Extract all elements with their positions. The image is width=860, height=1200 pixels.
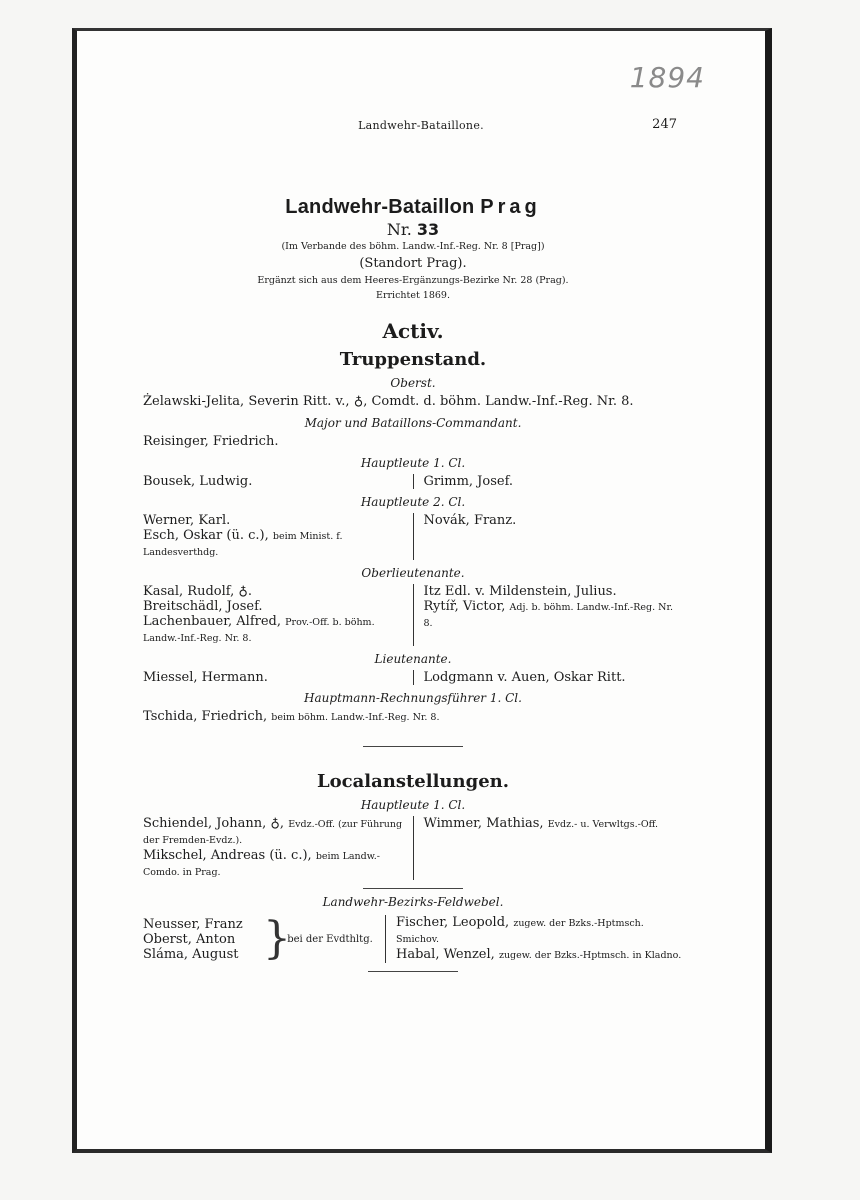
hpt2-left-2: [143, 528, 403, 560]
title-city: Prag: [480, 196, 541, 218]
hpt2-right: Novák, Franz.: [423, 513, 517, 528]
hpt2-left-1: Werner, Karl.: [143, 513, 231, 528]
section-truppenstand: Truppenstand.: [339, 349, 487, 370]
fw-name: Sláma, August: [143, 946, 239, 962]
hauptleute-1-list: [143, 474, 683, 489]
fw-name: Oberst, Anton: [143, 931, 236, 947]
nr-value: 33: [416, 220, 440, 239]
brace-icon: }: [263, 913, 291, 964]
local-hauptleute-list: [143, 816, 683, 880]
loc-right-name: Wimmer, Mathias,: [423, 816, 544, 831]
oblt-right-2-name: Rytíř, Victor,: [423, 599, 506, 614]
decoration-icon: ♁: [353, 394, 364, 409]
fw-mid-note: bei der Evdthltg.: [287, 933, 373, 945]
divider: [363, 746, 463, 747]
decoration-icon: ♁: [238, 584, 248, 599]
loc-left-1: Schiendel, Johann, ♁, Evdz.-Off. (zur Führung der Fremden-Evdz.).: [143, 816, 403, 846]
section-localanstellungen: Localanstellungen.: [316, 771, 509, 792]
rf-name: Tschida, Friedrich,: [143, 709, 268, 724]
major-name: Reisinger, Friedrich.: [143, 434, 279, 449]
rank-hauptleute-1: Hauptleute 1. Cl.: [360, 456, 466, 470]
fw-name: Neusser, Franz: [143, 916, 243, 932]
fw-right-1: [396, 915, 683, 947]
running-head: Landwehr-Bataillone.: [358, 119, 484, 132]
rf-entry: [143, 709, 683, 726]
title-main: Landwehr-Bataillon: [285, 196, 475, 218]
hpt1-right: Grimm, Josef.: [423, 474, 514, 489]
errichtet-line: Errichtet 1869.: [376, 290, 450, 301]
feldwebel-list: [143, 915, 683, 963]
oblt-left-3-note: Prov.-Off. b. böhm. Landw.-Inf.-Reg. Nr. 8.: [143, 617, 375, 644]
rank-lieutenante: Lieutenante.: [374, 652, 452, 666]
rank-oberst: Oberst.: [390, 376, 436, 390]
loc-right-note: Evdz.- u. Verwltgs.-Off.: [547, 819, 659, 830]
oblt-right-2: [424, 599, 684, 631]
battalion-number: [143, 220, 683, 239]
loc-left-2: [143, 848, 403, 880]
oblt-left-1: Kasal, Rudolf, ♁.: [143, 584, 253, 599]
page-content: [143, 196, 683, 972]
oblt-left-2: Breitschädl, Josef.: [143, 599, 263, 614]
loc-left-1-name: Schiendel, Johann,: [143, 816, 267, 831]
decoration-icon: ♁: [270, 816, 280, 831]
handwritten-year: 1894: [629, 61, 705, 94]
divider: [368, 971, 458, 972]
hpt2-left-2-note: beim Minist. f. Landesverthdg.: [143, 531, 343, 558]
oberst-entry: [143, 394, 683, 410]
loc-left-1-note: Evdz.-Off. (zur Führung der Fremden-Evdz.).: [143, 819, 403, 846]
verband-line: (Im Verbande des böhm. Landw.-Inf.-Reg. Nr. 8 [Prag]): [281, 241, 545, 252]
loc-left-2-note: beim Landw.-Comdo. in Prag.: [143, 851, 380, 878]
ergaenzt-line: Ergänzt sich aus dem Heeres-Ergänzungs-Bezirke Nr. 28 (Prag).: [257, 275, 569, 286]
oberlieutenante-list: [143, 584, 683, 646]
rank-feldwebel: Landwehr-Bezirks-Feldwebel.: [322, 895, 504, 909]
oblt-right-2-note: Adj. b. böhm. Landw.-Inf.-Reg. Nr. 8.: [423, 602, 673, 629]
lt-left: Miessel, Hermann.: [143, 670, 268, 685]
page-title: [143, 196, 683, 219]
oblt-left-1-name: Kasal, Rudolf,: [143, 584, 235, 599]
fw-left-names: [143, 917, 263, 962]
oblt-left-3: [143, 614, 403, 646]
hpt2-left-2-name: Esch, Oskar (ü. c.),: [143, 528, 269, 543]
fw-right-2-name: Habal, Wenzel,: [396, 947, 495, 962]
lt-right: Lodgmann v. Auen, Oskar Ritt.: [423, 670, 626, 685]
rank-major: Major und Bataillons-Commandant.: [304, 416, 522, 430]
divider: [363, 888, 463, 889]
rank-rechnungsfuehrer: Hauptmann-Rechnungsführer 1. Cl.: [304, 691, 522, 705]
fw-right-1-name: Fischer, Leopold,: [396, 915, 510, 930]
rank-hauptleute-2: Hauptleute 2. Cl.: [360, 495, 466, 509]
fw-right-2: [396, 947, 683, 963]
nr-label: Nr.: [386, 220, 412, 239]
rf-note: beim böhm. Landw.-Inf.-Reg. Nr. 8.: [271, 712, 440, 723]
loc-left-2-name: Mikschel, Andreas (ü. c.),: [143, 848, 312, 863]
oblt-right-1: Itz Edl. v. Mildenstein, Julius.: [423, 584, 617, 599]
rank-local-hauptleute: Hauptleute 1. Cl.: [360, 798, 466, 812]
fw-right-1-note: zugew. der Bzks.-Hptmsch. Smichov.: [396, 918, 644, 945]
hauptleute-2-list: [143, 513, 683, 560]
oberst-note: , Comdt. d. böhm. Landw.-Inf.-Reg. Nr. 8.: [363, 394, 634, 409]
standort-line: (Standort Prag).: [359, 256, 467, 271]
hpt1-left: Bousek, Ludwig.: [143, 474, 253, 489]
oberst-name: Żelawski-Jelita, Severin Ritt. v.,: [143, 394, 350, 409]
page-number: 247: [652, 117, 677, 132]
fw-right: [385, 915, 683, 963]
fw-right-2-note: zugew. der Bzks.-Hptmsch. in Kladno.: [498, 950, 682, 961]
section-activ: Activ.: [382, 319, 444, 343]
rank-oberlieutenante: Oberlieutenante.: [361, 566, 465, 580]
document-page: [72, 28, 772, 1153]
lieutenante-list: [143, 670, 683, 685]
oblt-left-3-name: Lachenbauer, Alfred,: [143, 614, 282, 629]
